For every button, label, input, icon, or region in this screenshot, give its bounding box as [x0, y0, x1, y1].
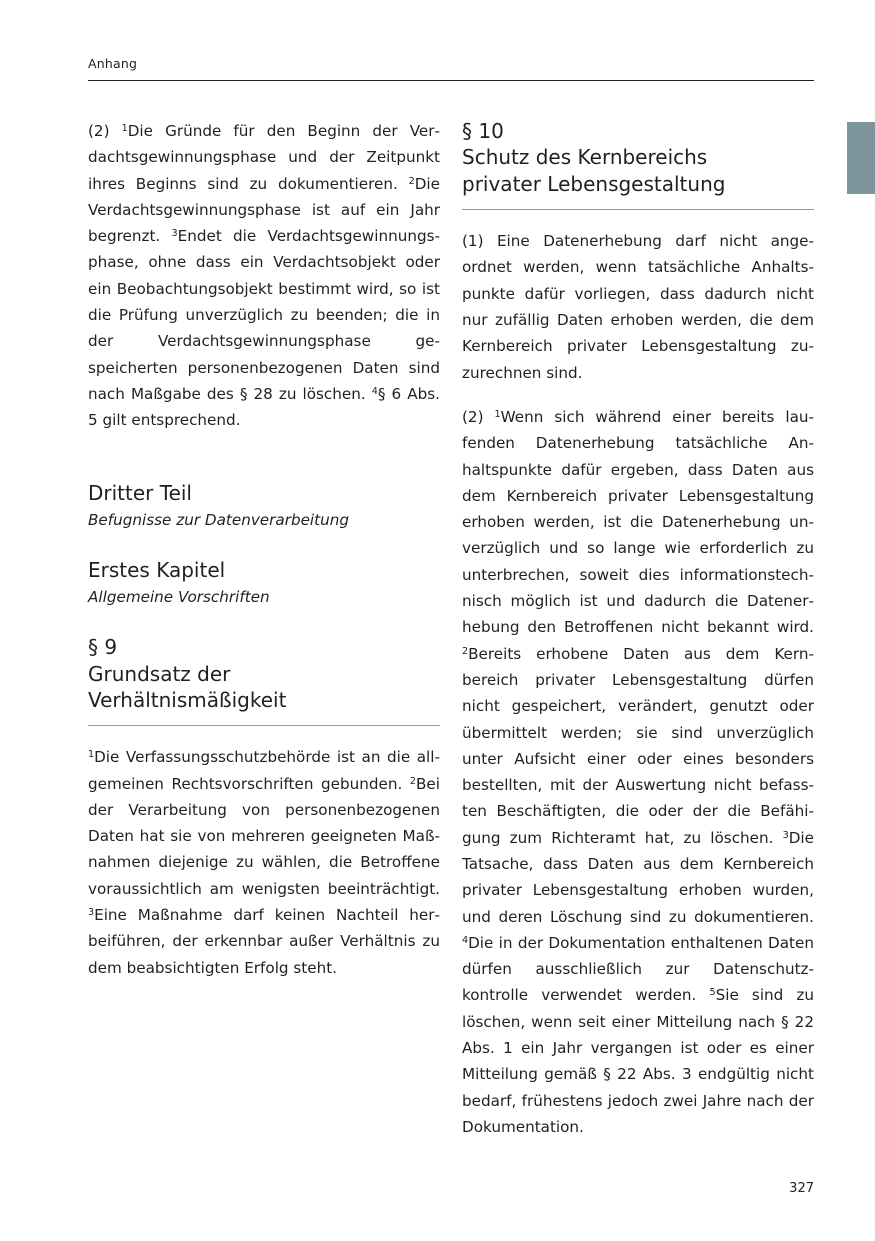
paragraph-2-text-1: Wenn sich während einer bereits laufenden Datenerhebung tatsächliche Anhaltspunkte dafür ergeben, dass Daten aus dem Kernbereich privater Lebensgestaltung erhoben werden, ist die Datenerhebung unverzüglich und so lange wie erforderlich zu unterbrechen, soweit dies informationstechnisch möglich ist und dadurch die Datenerhebung den Betroffenen nicht bekannt wird. — [462, 407, 815, 637]
paragraph-text-1: Die Gründe für den Beginn der Verdachtsgewinnungsphase und der Zeitpunkt ihres Beginns sind zu dokumentieren. — [88, 122, 440, 193]
paragraph-2-text-5: Sie sind zu löschen, wenn seit einer Mitteilung nach § 22 Abs. 1 ein Jahr vergangen ist oder es einer Mitteilung gemäß § 22 Abs. 3 endgültig nicht bedarf, frühestens jedoch zwei Jahre nach der Dokumentation. — [462, 986, 815, 1136]
section-9-text-1: Die Verfassungsschutzbehörde ist an die allgemeinen Rechtsvorschriften gebunden. — [88, 748, 440, 793]
running-head-label: Anhang — [88, 56, 138, 71]
paragraph-text-4: § 6 Abs. 5 gilt entsprechend. — [88, 384, 440, 430]
footnote-marker-2: 2 — [462, 645, 469, 657]
footnote-marker-5: 5 — [709, 987, 716, 999]
section-9-body — [88, 744, 440, 981]
footnote-marker-4: 4 — [371, 385, 378, 397]
part-title: Dritter Teil — [88, 480, 192, 505]
section-10-title-line1: Schutz des Kernbereichs — [462, 145, 708, 170]
footnote-marker-3: 3 — [782, 829, 789, 841]
part-subtitle: Befugnisse zur Datenverarbeitung — [88, 510, 349, 529]
section-9-number: § 9 — [88, 635, 118, 660]
spacer — [88, 434, 440, 480]
section-10-number: § 10 — [462, 119, 504, 143]
left-text-column — [88, 118, 440, 981]
footnote-marker-4: 4 — [462, 934, 469, 946]
right-text-column — [462, 118, 814, 1140]
paragraph-2-left — [88, 118, 440, 434]
footnote-marker-3: 3 — [171, 228, 178, 240]
paragraph-marker: (2) — [88, 122, 110, 140]
section-9-title-line2: Verhältnismäßigkeit — [88, 687, 287, 712]
footnote-marker-1: 1 — [494, 408, 501, 420]
section-10-title-line2: privater Lebensgestaltung — [462, 171, 726, 196]
section-10-heading — [462, 118, 814, 197]
chapter-subtitle: Allgemeine Vorschriften — [88, 587, 270, 606]
footnote-marker-1: 1 — [121, 123, 128, 135]
running-head-rule — [88, 80, 814, 81]
footnote-marker-3: 3 — [88, 907, 95, 919]
paragraph-2-text-4: Die in der Dokumentation enthaltenen Daten dürfen ausschließlich zur Datenschutzkontrolle verwendet werden. — [462, 933, 814, 1005]
footnote-marker-2: 2 — [408, 175, 415, 187]
section-9-rule — [88, 725, 440, 726]
section-10-rule — [462, 209, 814, 210]
page-number: 327 — [789, 1181, 814, 1196]
paragraph-text-3: Endet die Verdachtsgewinnungsphase, ohne dass ein Verdachtsobjekt oder ein Beobachtungsobjekt bestimmt wird, so ist die Prüfung unverzüglich zu beenden; die in der Verdachtsgewinnungsphase gespeicherten personenbezogenen Daten sind nach Maßgabe des § 28 zu löschen. — [88, 227, 440, 403]
spacer — [88, 531, 440, 557]
running-head — [88, 56, 814, 81]
section-9-title-line1: Grundsatz der — [88, 661, 231, 686]
chapter-title: Erstes Kapitel — [88, 557, 226, 582]
paragraph-1-right — [462, 228, 814, 386]
footnote-marker-1: 1 — [88, 749, 95, 761]
paragraph-2-text-2: Bereits erhobene Daten aus dem Kernbereich privater Lebensgestaltung dürfen nicht gespeichert, verändert, genutzt oder übermittelt werden; sie sind unverzüglich unter Aufsicht einer oder eines besonders bestellten, mit der Auswertung nicht befassten Beschäftigten, die oder der die Befähigung zum Richteramt hat, zu löschen. — [462, 644, 814, 847]
footnote-marker-2: 2 — [409, 775, 417, 787]
paragraph-1-text: Eine Datenerhebung darf nicht angeordnet werden, wenn tatsächliche Anhaltspunkte dafür vorliegen, dass dadurch nicht nur zufällig Daten erhoben werden, die dem Kernbereich privater Lebensgestaltung zuzurechnen sind. — [462, 232, 814, 382]
paragraph-2-text-3: Die Tatsache, dass Daten aus dem Kernbereich privater Lebensgestaltung erhoben wurden, und deren Löschung sind zu dokumentieren. — [462, 828, 814, 926]
section-9-text-2: Bei der Verarbeitung von personenbezogenen Daten hat sie von mehreren geeigneten Maßnahmen diejenige zu wählen, die Betroffene voraussichtlich am wenigsten beeinträchtigt. — [88, 774, 440, 898]
section-9-text-3: Eine Maßnahme darf keinen Nachteil herbeiführen, der erkennbar außer Verhältnis zu dem beabsichtigten Erfolg steht. — [88, 906, 440, 977]
chapter-marker-tab — [847, 122, 875, 194]
section-9-heading — [88, 634, 440, 713]
spacer — [88, 608, 440, 634]
paragraph-marker: (1) — [462, 232, 484, 251]
paragraph-text-2: Die Verdachtsgewinnungsphase ist auf ein Jahr begrenzt. — [88, 174, 440, 246]
paragraph-2-right — [462, 404, 814, 1140]
paragraph-marker: (2) — [462, 407, 484, 426]
